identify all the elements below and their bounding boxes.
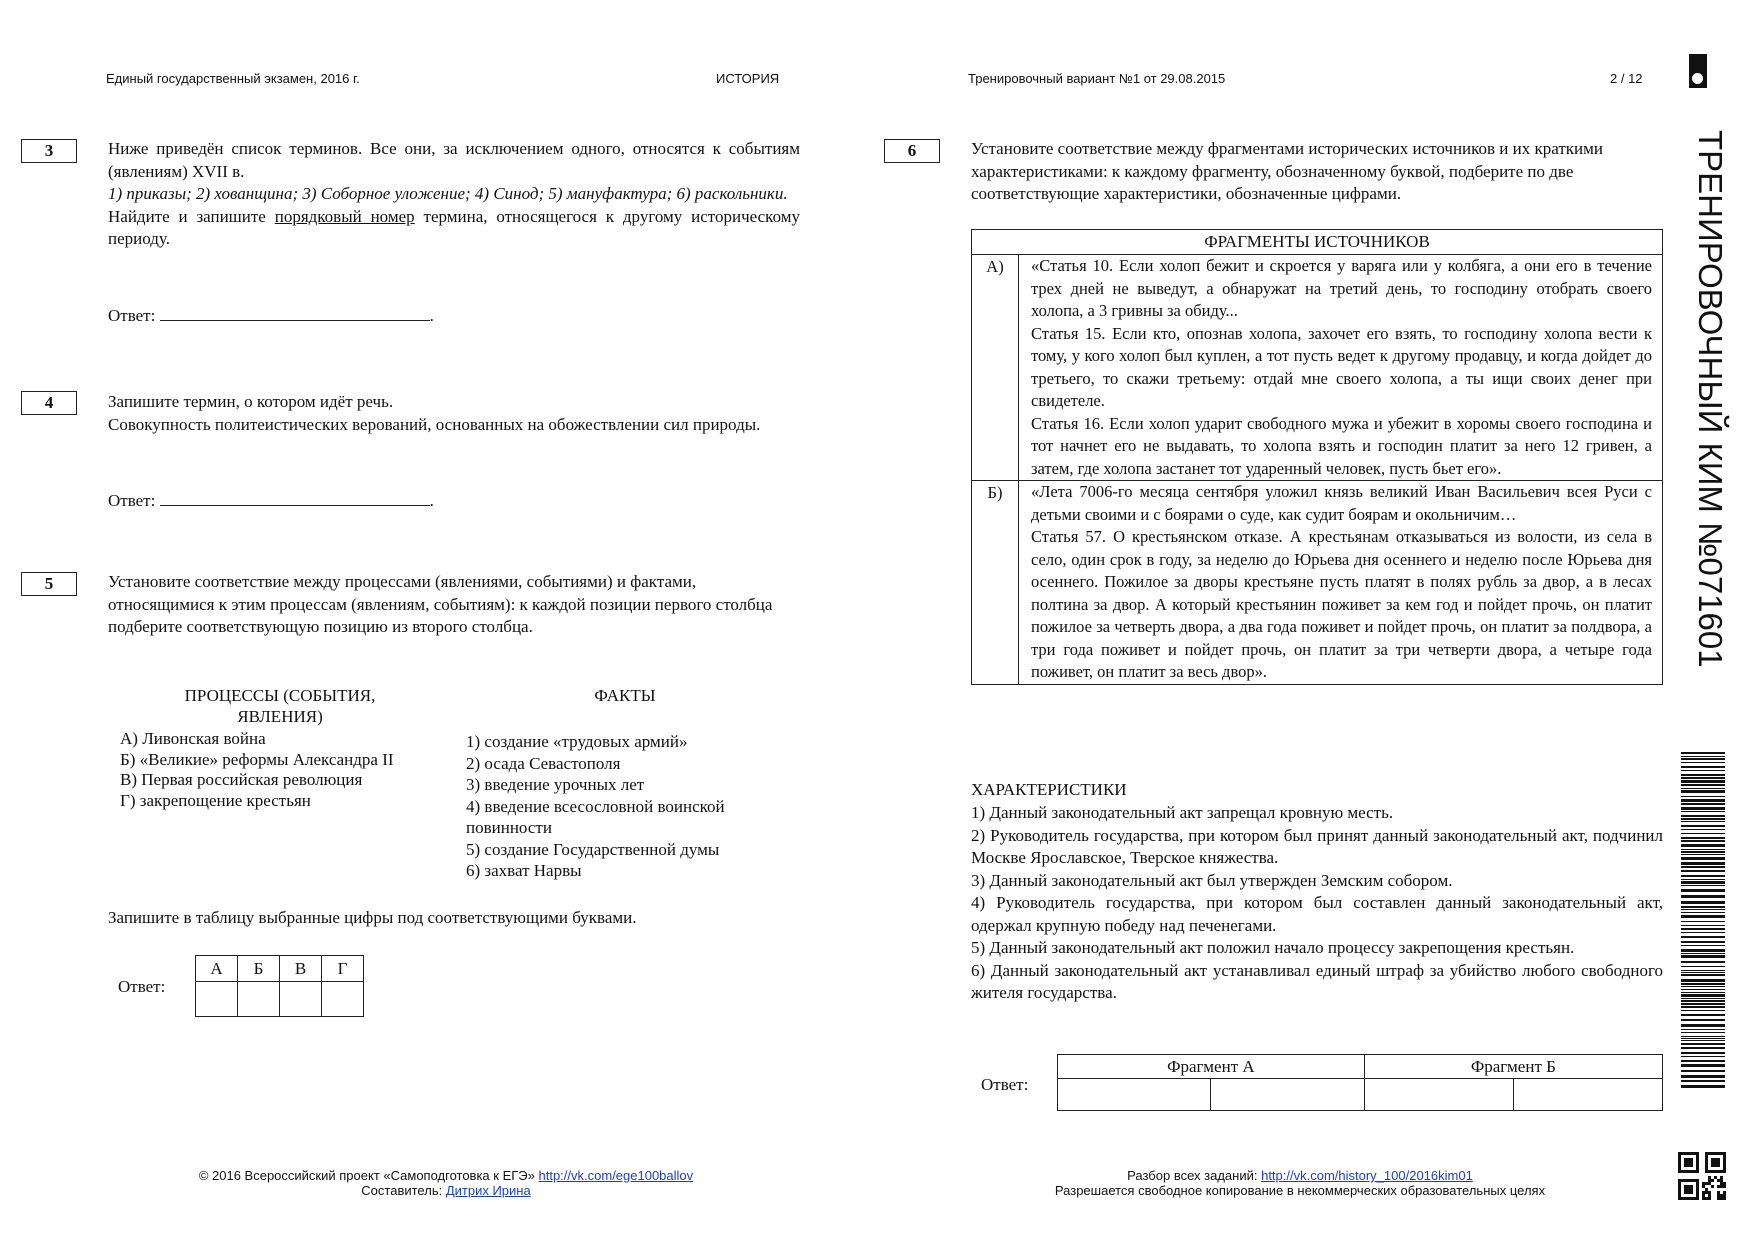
fact-item: 4) введение всесословной воинской повинности [466, 796, 725, 837]
process-item: Б) «Великие» реформы Александра II [120, 749, 394, 769]
answer-col-letter: А [196, 956, 238, 982]
task4-block [108, 391, 800, 436]
fragment-a [1019, 255, 1663, 481]
task3-instruction: Найдите и запишите порядковый номер термина, относящегося к другому историческому периоду. [108, 206, 800, 248]
task4-line1: Запишите термин, о котором идёт речь. [108, 392, 394, 411]
characteristic-item: 6) Данный законодательный акт устанавливал единый штраф за убийство любого свободного жителя государства. [971, 960, 1663, 1002]
characteristic-item: 4) Руководитель государства, при котором был составлен данный законодательный акт, одержал крупную победу над печенегами. [971, 893, 1663, 935]
answer-line[interactable] [160, 491, 430, 506]
corner-marker [1689, 54, 1707, 88]
header-page: 2 / 12 [1610, 71, 1643, 86]
answer-cell[interactable] [1058, 1079, 1211, 1111]
task5-answer-table [195, 955, 364, 1017]
qr-code [1678, 1152, 1726, 1200]
side-title: ТРЕНИРОВОЧНЫЙ КИМ №071601 [1692, 130, 1729, 668]
task5-col1-header: ПРОЦЕССЫ (СОБЫТИЯ, ЯВЛЕНИЯ) [184, 686, 376, 726]
task3-answer: Ответ: . [108, 306, 434, 325]
process-item: В) Первая российская революция [120, 770, 363, 789]
process-item: А) Ливонская война [120, 729, 266, 748]
fact-item: 3) введение урочных лет [466, 775, 645, 794]
characteristics-header: ХАРАКТЕРИСТИКИ [971, 780, 1127, 799]
answer-col-letter: Г [322, 956, 364, 982]
header-exam: Единый государственный экзамен, 2016 г. [106, 71, 360, 86]
task5-col2-header: ФАКТЫ [594, 686, 656, 705]
task-number: 5 [21, 572, 77, 596]
fact-item: 6) захват Нарвы [466, 861, 582, 880]
answer-cell[interactable] [1513, 1079, 1662, 1111]
sources-table [971, 229, 1663, 685]
task5-intro: Установите соответствие между процессами (явлениями, событиями) и фактами, относящимися к этим процессам (явлениям, событиям): к каждой позиции первого столбца подберите соответствующую позицию из второго столбца. [108, 572, 773, 636]
fact-item: 5) создание Государственной думы [466, 839, 720, 859]
fragment-a-paragraph: Статья 16. Если холоп ударит свободного мужа и убежит в хоромы своего господина и тот начнет его не выдавать, то холопа взять и господин платит за него 12 гривен, а затем, где холопа застанет тот ударенный человек, пусть бьет его». [1031, 413, 1652, 478]
fragment-a-paragraph: Статья 15. Если кто, опознав холопа, захочет его взять, то господину холопа вести к тому, у кого холоп был куплен, а тот пусть ведет к другому продавцу, и когда дойдет до третьего, то скажи третьему: отдай мне своего холопа, а ты ищи своих денег при свидетеле. [1031, 323, 1652, 410]
fragment-b-paragraph: «Лета 7006-го месяца сентября уложил князь великий Иван Васильевич всея Руси с детьми своими и с боярами о суде, как судит боярам и окольничим… [1031, 482, 1652, 524]
answer-cell[interactable] [322, 982, 364, 1017]
footer-link-author[interactable]: Дитрих Ирина [445, 1183, 531, 1198]
process-item: Г) закрепощение крестьян [120, 790, 311, 810]
answer-line[interactable] [160, 306, 430, 321]
answer-col-fragment-a: Фрагмент А [1058, 1055, 1365, 1079]
characteristic-item: 3) Данный законодательный акт был утвержден Земским собором. [971, 870, 1453, 890]
task5-answer-label: Ответ: [118, 977, 166, 996]
answer-cell[interactable] [1211, 1079, 1364, 1111]
fragment-b-paragraph: Статья 57. О крестьянском отказе. А крестьянам отказываться из волости, из села в село, один срок в году, за неделю до Юрьева дня осеннего и неделю после Юрьева дня осеннего. Пожилое за дворы крестьяне пусть платят в полях рубль за двор, а в лесах полтина за двор. А который крестьянин поживет за кем год и пойдет прочь, он платит пожилое за четверть двора, а два года поживет и пойдет прочь, он платит за полдвора, а три года поживет и пойдет прочь, он платит за три четверти двора, а четыре года поживет, он платит за весь двор». [1031, 527, 1652, 681]
barcode [1681, 752, 1725, 1092]
footer-link-ege[interactable]: http://vk.com/ege100ballov [538, 1168, 694, 1183]
task6-answer-label: Ответ: [981, 1075, 1029, 1094]
characteristics-list [971, 802, 1663, 1005]
answer-cell[interactable] [196, 982, 238, 1017]
answer-col-letter: В [280, 956, 322, 982]
header-variant: Тренировочный вариант №1 от 29.08.2015 [968, 71, 1226, 86]
characteristic-item: 1) Данный законодательный акт запрещал кровную месть. [971, 803, 1394, 822]
task-number: 6 [884, 139, 940, 163]
task5-instruction: Запишите в таблицу выбранные цифры под соответствующими буквами. [108, 908, 637, 927]
answer-col-letter: Б [238, 956, 280, 982]
task4-answer: Ответ: . [108, 491, 434, 510]
characteristic-item: 5) Данный законодательный акт положил начало процессу закрепощения крестьян. [971, 938, 1575, 957]
footer-note: Разрешается свободное копирование в некоммерческих образовательных целях [1054, 1183, 1546, 1198]
answer-cell[interactable] [1364, 1079, 1513, 1111]
task3-block [108, 138, 800, 251]
fact-item: 1) создание «трудовых армий» [466, 732, 688, 751]
task-number: 3 [21, 139, 77, 163]
task-number: 4 [21, 391, 77, 415]
fragment-a-paragraph: «Статья 10. Если холоп бежит и скроется у варяга или у колбяга, а они его в течение трех дней не выведут, а обнаружат на третий день, то господину отобрать своего холопа, а 3 гривны за обиду... [1031, 256, 1652, 320]
footer-left: © 2016 Всероссийский проект «Самоподготовка к ЕГЭ» http://vk.com/ege100ballov Составитель: Дитрих Ирина [198, 1168, 694, 1198]
footer-right: Разбор всех заданий: http://vk.com/history_100/2016kim01 Разрешается свободное копирование в некоммерческих образовательных целях [1000, 1168, 1600, 1198]
fact-item: 2) осада Севастополя [466, 753, 621, 773]
fragment-label: А) [972, 255, 1019, 481]
task5-processes [120, 729, 450, 811]
task4-line2: Совокупность политеистических верований, основанных на обожествлении сил природы. [108, 414, 761, 434]
header-subject: ИСТОРИЯ [716, 71, 780, 86]
task6-intro: Установите соответствие между фрагментами исторических источников и их краткими характеристиками: к каждому фрагменту, обозначенному буквой, подберите по две соответствующие характеристики, обозначенные цифрами. [971, 139, 1604, 203]
task5-facts [466, 731, 786, 882]
sources-table-header: ФРАГМЕНТЫ ИСТОЧНИКОВ [972, 230, 1663, 255]
answer-cell[interactable] [280, 982, 322, 1017]
answer-cell[interactable] [238, 982, 280, 1017]
task6-answer-table [1057, 1054, 1663, 1111]
answer-col-fragment-b: Фрагмент Б [1364, 1055, 1662, 1079]
task3-terms: 1) приказы; 2) хованщина; 3) Соборное уложение; 4) Синод; 5) мануфактура; 6) раскольники. [108, 184, 788, 203]
fragment-b [1019, 481, 1663, 685]
characteristic-item: 2) Руководитель государства, при котором был принят данный законодательный акт, подчинил Москве Ярославское, Тверское княжества. [971, 825, 1663, 867]
footer-link-analysis[interactable]: http://vk.com/history_100/2016kim01 [1261, 1168, 1473, 1183]
task3-intro: Ниже приведён список терминов. Все они, за исключением одного, относятся к событиям (явлениям) XVII в. [108, 139, 800, 181]
fragment-label: Б) [972, 481, 1019, 685]
